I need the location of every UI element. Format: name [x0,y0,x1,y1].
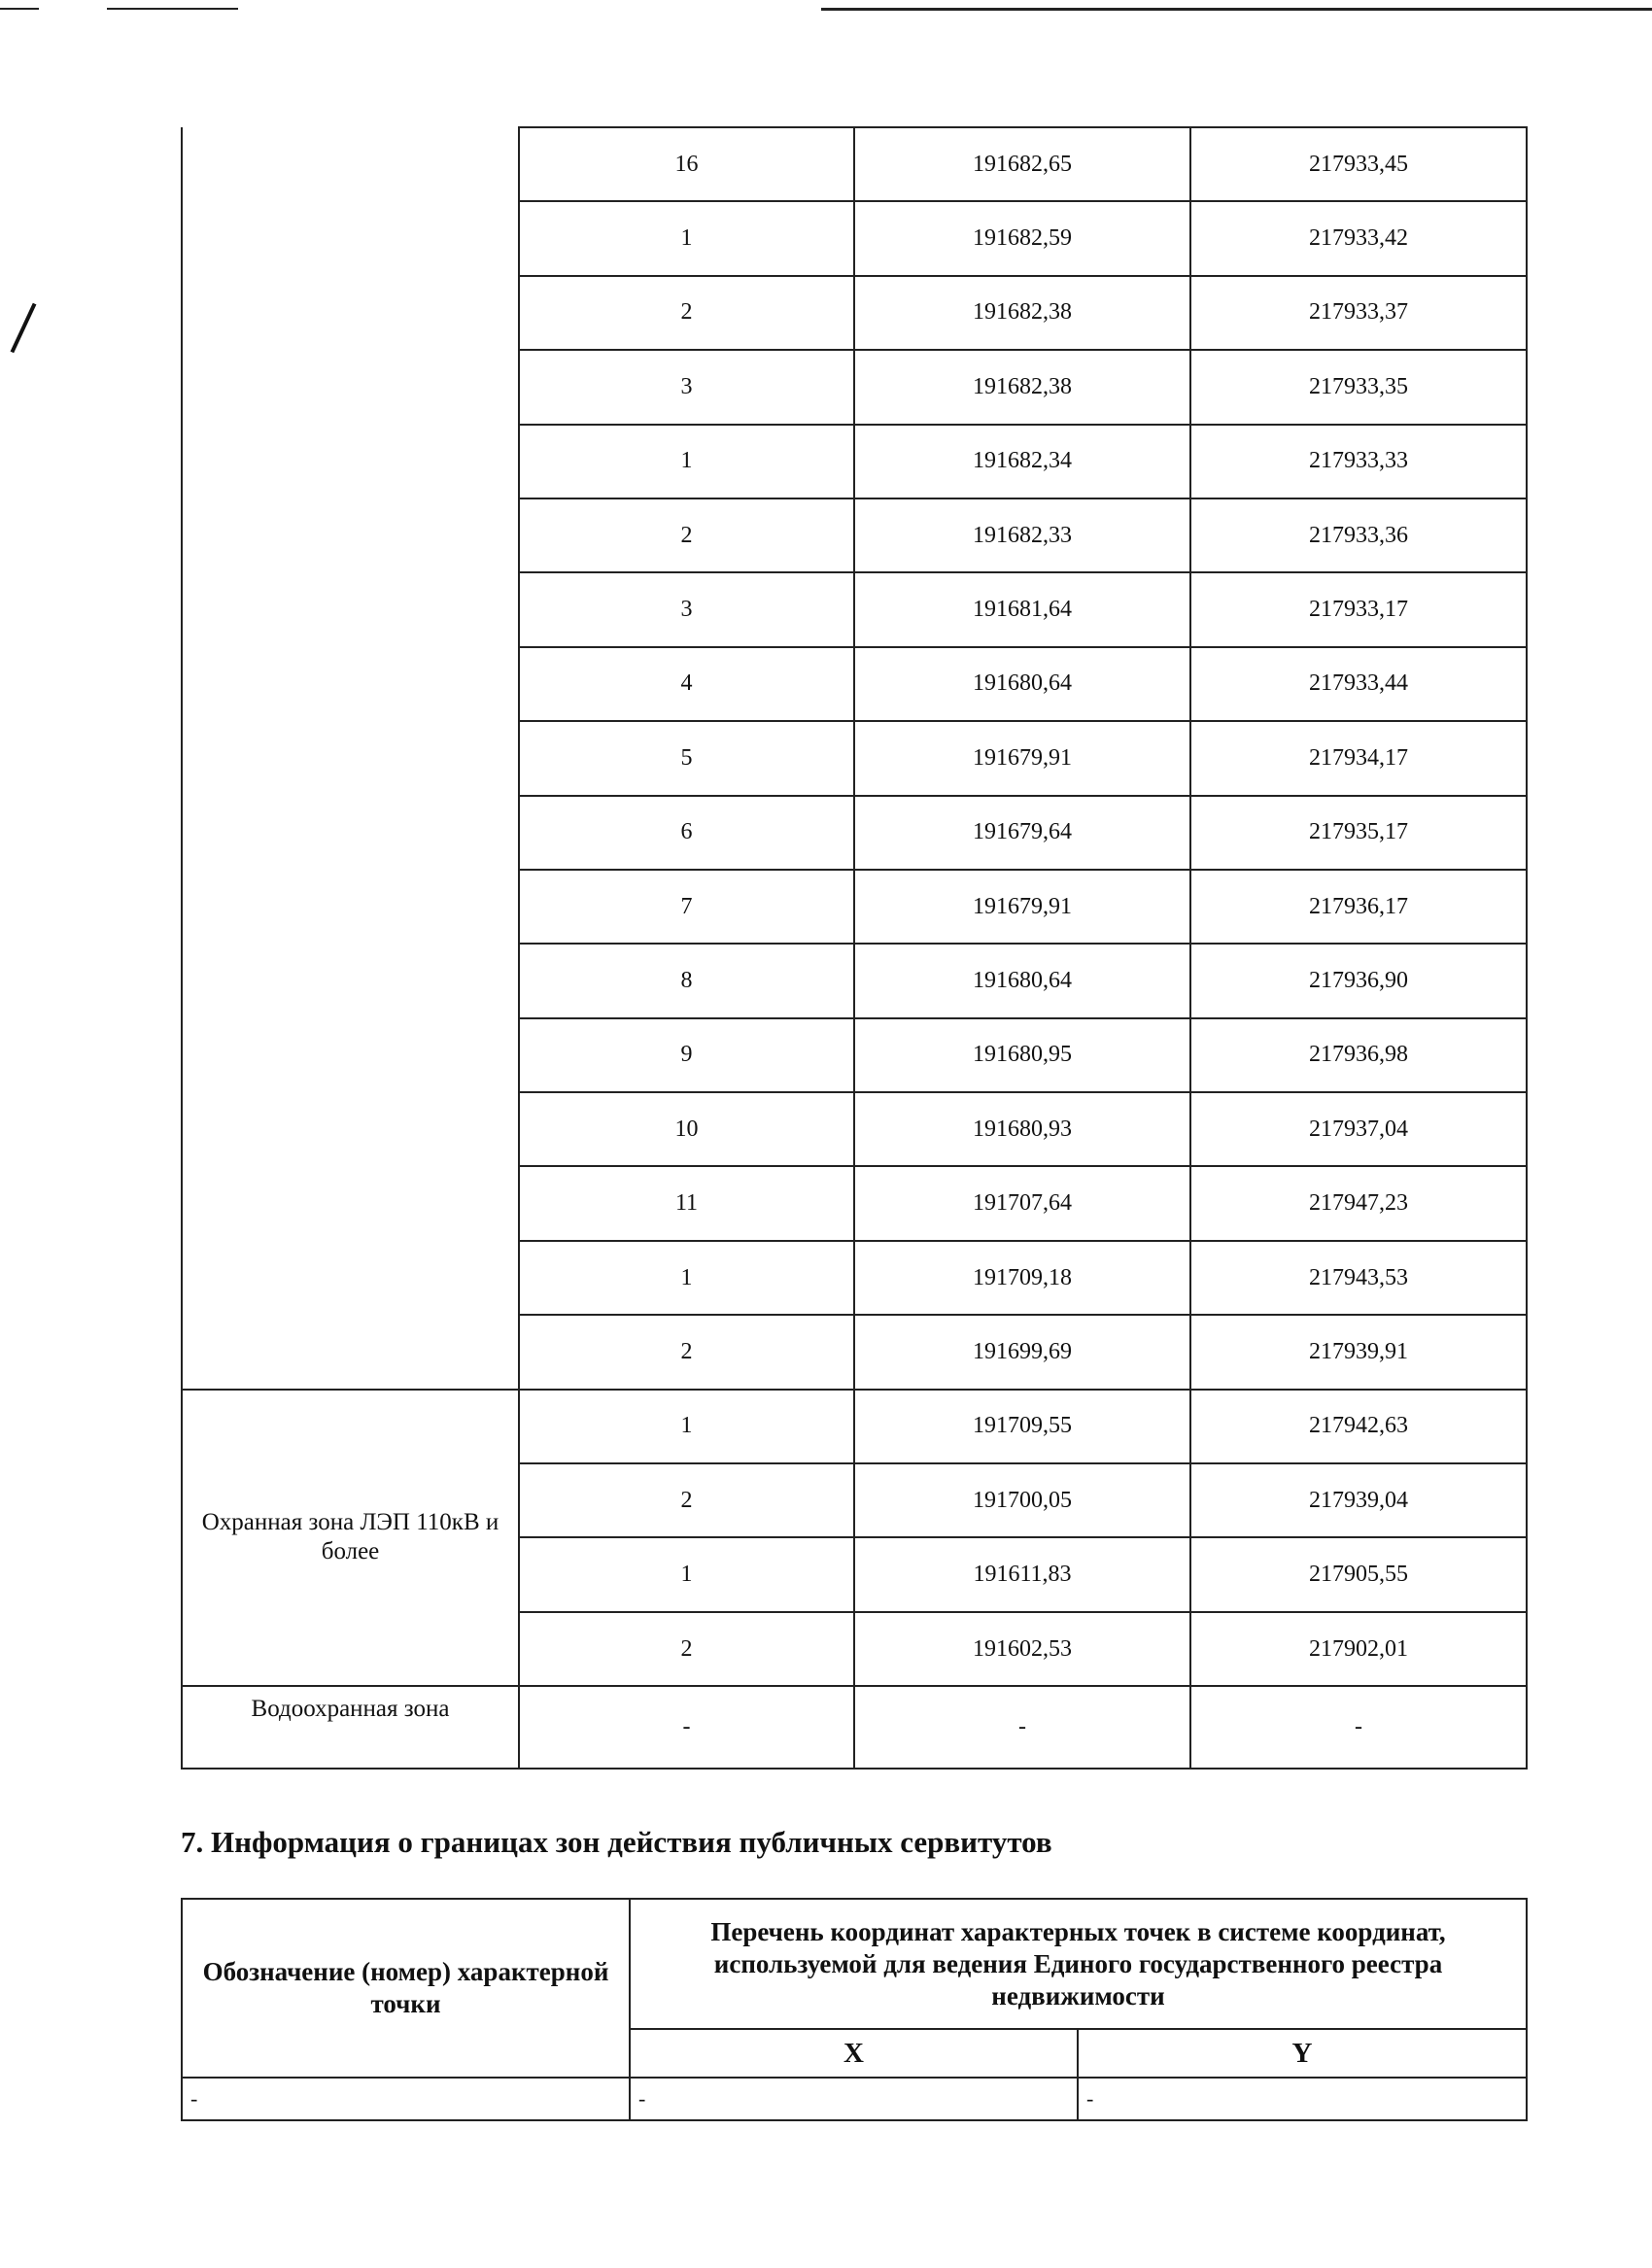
point-number: 1 [519,1241,854,1315]
coord-y: 217933,44 [1190,647,1527,721]
section-heading: 7. Информация о границах зон действия публичных сервитутов [181,1825,1052,1859]
coord-y: 217933,35 [1190,350,1527,424]
header-point-designation: Обозначение (номер) характерной точки [182,1899,630,2078]
coordinates-table [181,126,1528,1770]
coord-y: 217933,45 [1190,127,1527,201]
coord-x: 191679,91 [854,870,1190,944]
coord-y: - [1190,1686,1527,1768]
servitude-row [182,2078,1527,2120]
coord-y: 217939,91 [1190,1315,1527,1389]
coord-y: 217936,98 [1190,1018,1527,1092]
point-number: 9 [519,1018,854,1092]
point-number: 3 [519,350,854,424]
coord-x: 191680,95 [854,1018,1190,1092]
header-y: Y [1078,2029,1527,2078]
point-number: 1 [519,1390,854,1463]
coord-row [182,1390,1527,1463]
coord-x: 191682,38 [854,276,1190,350]
coord-x: 191682,34 [854,425,1190,498]
coord-x: 191709,55 [854,1390,1190,1463]
point-number: - [519,1686,854,1768]
coord-x: - [854,1686,1190,1768]
coordinates-table-body [182,127,1527,1769]
coord-row [182,127,1527,201]
coord-x: 191682,38 [854,350,1190,424]
header-coordinate-list: Перечень координат характерных точек в системе координат, используемой для ведения Единого государственного реестра недвижимости [630,1899,1527,2029]
coord-y: 217939,04 [1190,1463,1527,1537]
coord-y: 217936,90 [1190,944,1527,1017]
point-number: 1 [519,201,854,275]
scan-line-top-right [821,8,1652,11]
coord-y: 217943,53 [1190,1241,1527,1315]
point-number: 5 [519,721,854,795]
coord-y: 217933,33 [1190,425,1527,498]
coord-x: 191680,64 [854,944,1190,1017]
coord-y: 217905,55 [1190,1537,1527,1611]
point-number: 1 [519,1537,854,1611]
coord-x: 191681,64 [854,572,1190,646]
coord-y: 217933,42 [1190,201,1527,275]
point-number: 2 [519,1463,854,1537]
servitude-point: - [182,2078,630,2120]
point-number: 4 [519,647,854,721]
coord-x: 191679,91 [854,721,1190,795]
coord-row [182,1686,1527,1768]
coord-x: 191699,69 [854,1315,1190,1389]
point-number: 2 [519,276,854,350]
point-number: 16 [519,127,854,201]
servitude-table [181,1898,1528,2121]
point-number: 3 [519,572,854,646]
point-number: 2 [519,1315,854,1389]
point-number: 8 [519,944,854,1017]
coord-x: 191700,05 [854,1463,1190,1537]
point-number: 2 [519,1612,854,1686]
coord-y: 217942,63 [1190,1390,1527,1463]
point-number: 11 [519,1166,854,1240]
coord-x: 191680,64 [854,647,1190,721]
coord-x: 191709,18 [854,1241,1190,1315]
coord-x: 191602,53 [854,1612,1190,1686]
coord-y: 217947,23 [1190,1166,1527,1240]
point-number: 2 [519,498,854,572]
coord-x: 191682,33 [854,498,1190,572]
scan-mark-left [11,303,37,354]
zone-name [182,127,519,1390]
point-number: 1 [519,425,854,498]
coord-y: 217937,04 [1190,1092,1527,1166]
scan-line-top-left [0,8,39,10]
point-number: 7 [519,870,854,944]
coord-x: 191680,93 [854,1092,1190,1166]
coord-y: 217936,17 [1190,870,1527,944]
coord-y: 217935,17 [1190,796,1527,870]
coord-x: 191611,83 [854,1537,1190,1611]
zone-name: Охранная зона ЛЭП 110кВ и более [182,1390,519,1687]
coord-x: 191679,64 [854,796,1190,870]
coord-x: 191682,59 [854,201,1190,275]
header-x: X [630,2029,1078,2078]
zone-name: Водоохранная зона [182,1686,519,1768]
coord-x: 191707,64 [854,1166,1190,1240]
point-number: 10 [519,1092,854,1166]
coord-x: 191682,65 [854,127,1190,201]
coord-y: 217933,36 [1190,498,1527,572]
point-number: 6 [519,796,854,870]
servitude-x: - [630,2078,1078,2120]
servitude-y: - [1078,2078,1527,2120]
coord-y: 217933,17 [1190,572,1527,646]
scan-line-top-left-2 [107,8,238,10]
coord-y: 217934,17 [1190,721,1527,795]
coord-y: 217902,01 [1190,1612,1527,1686]
coord-y: 217933,37 [1190,276,1527,350]
